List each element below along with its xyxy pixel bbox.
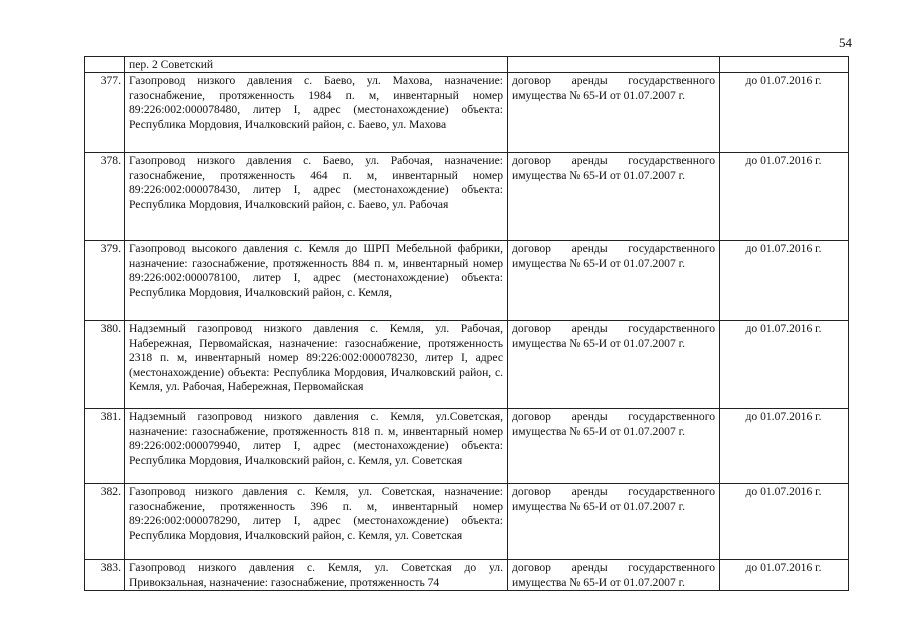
contract-info: договор аренды государственного имущества № 65-И от 01.07.2007 г. — [508, 321, 720, 409]
term-date: до 01.07.2016 г. — [720, 409, 849, 484]
row-number: 382. — [85, 484, 125, 560]
term-date: до 01.07.2016 г. — [720, 153, 849, 241]
term-date: до 01.07.2016 г. — [720, 321, 849, 409]
row-number-cell — [85, 57, 125, 73]
page-number: 54 — [839, 35, 852, 50]
row-number: 378. — [85, 153, 125, 241]
contract-info: договор аренды государственного имущества № 65-И от 01.07.2007 г. — [508, 241, 720, 321]
contract-info: договор аренды государственного имущества № 65-И от 01.07.2007 г. — [508, 73, 720, 153]
term-date: до 01.07.2016 г. — [720, 560, 849, 591]
row-number: 383. — [85, 560, 125, 591]
object-description: Надземный газопровод низкого давления с. Кемля, ул. Рабочая, Набережная, Первомайская, назначение: газоснабжение, протяженность 2318 п. м, инвентарный номер 89:226:002:000078230, литер I, адрес (местонахождение) объекта: Республика Мордовия, Ичалковский район, с. Кемля, ул. Рабочая, Набережная, Первомайская — [125, 321, 508, 409]
contract-info: договор аренды государственного имущества № 65-И от 01.07.2007 г. — [508, 560, 720, 591]
contract-cell — [508, 57, 720, 73]
contract-info: договор аренды государственного имущества № 65-И от 01.07.2007 г. — [508, 409, 720, 484]
object-description: Газопровод высокого давления с. Кемля до ШРП Мебельной фабрики, назначение: газоснабжение, протяженность 884 п. м, инвентарный номер 89:226:002:000078100, литер I, адрес (местонахождение) объекта: Республика Мордовия, Ичалковский район, с. Кемля, — [125, 241, 508, 321]
row-number: 381. — [85, 409, 125, 484]
object-description: Газопровод низкого давления с. Кемля, ул. Советская, назначение: газоснабжение, протяженность 396 п. м, инвентарный номер 89:226:002:000078290, литер I, адрес (местонахождение) объекта: Республика Мордовия, Ичалковский район, с. Кемля, ул. Советская — [125, 484, 508, 560]
table-row-continuation — [85, 57, 849, 73]
table-row — [85, 321, 849, 409]
row-number: 379. — [85, 241, 125, 321]
table-row — [85, 73, 849, 153]
term-date: до 01.07.2016 г. — [720, 484, 849, 560]
term-date: до 01.07.2016 г. — [720, 241, 849, 321]
table-row — [85, 484, 849, 560]
object-description: Газопровод низкого давления с. Кемля, ул. Советская до ул. Привокзальная, назначение: газоснабжение, протяженность 74 — [125, 560, 508, 591]
table-row — [85, 153, 849, 241]
table-row — [85, 409, 849, 484]
object-description: Газопровод низкого давления с. Баево, ул. Рабочая, назначение: газоснабжение, протяженность 464 п. м, инвентарный номер 89:226:002:000078430, литер I, адрес (местонахождение) объекта: Республика Мордовия, Ичалковский район, с. Баево, ул. Рабочая — [125, 153, 508, 241]
continuation-text: пер. 2 Советский — [125, 57, 508, 73]
object-description: Газопровод низкого давления с. Баево, ул. Махова, назначение: газоснабжение, протяженность 1984 п. м, инвентарный номер 89:226:002:000078480, литер I, адрес (местонахождение) объекта: Республика Мордовия, Ичалковский район, с. Баево, ул. Махова — [125, 73, 508, 153]
contract-info: договор аренды государственного имущества № 65-И от 01.07.2007 г. — [508, 484, 720, 560]
object-description: Надземный газопровод низкого давления с. Кемля, ул.Советская, назначение: газоснабжение, протяженность 818 п. м, инвентарный номер 89:226:002:000079940, литер I, адрес (местонахождение) объекта: Республика Мордовия, Ичалковский район, с. Кемля, ул. Советская — [125, 409, 508, 484]
term-date: до 01.07.2016 г. — [720, 73, 849, 153]
contract-info: договор аренды государственного имущества № 65-И от 01.07.2007 г. — [508, 153, 720, 241]
row-number: 377. — [85, 73, 125, 153]
date-cell — [720, 57, 849, 73]
table-row — [85, 241, 849, 321]
property-table — [84, 56, 849, 591]
row-number: 380. — [85, 321, 125, 409]
table-row — [85, 560, 849, 591]
